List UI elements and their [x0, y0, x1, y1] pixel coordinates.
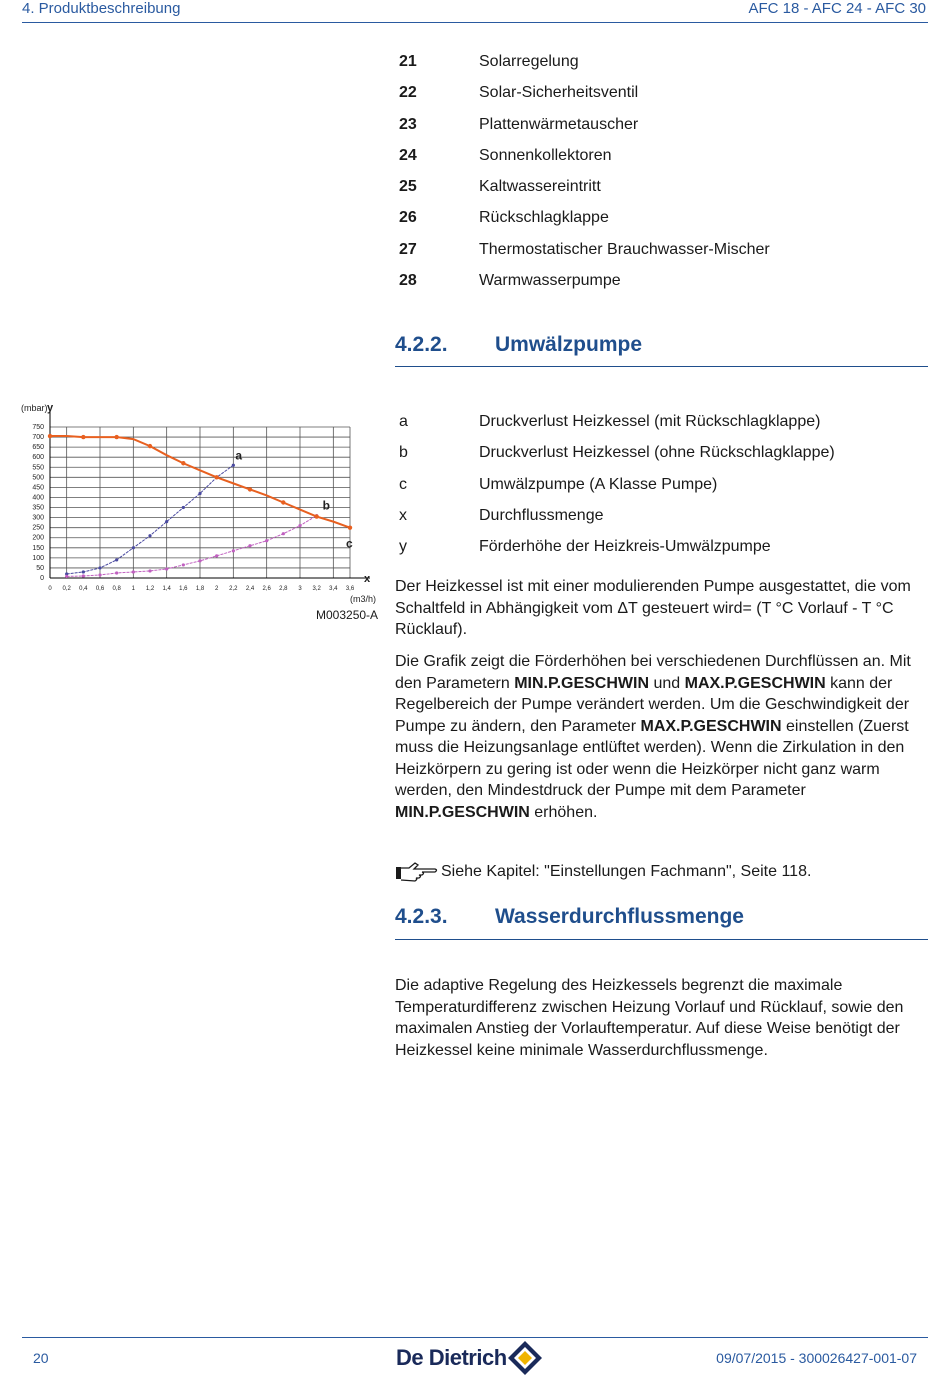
data-point-a: [98, 566, 101, 569]
y-tick-label: 500: [32, 474, 44, 482]
data-point-c: [248, 487, 252, 491]
parts-list: [399, 50, 770, 300]
para-text: einstellen (Zuerst muss die Heizungsanlage entlüftet werden). Wenn die Zirkulation in den Heizkörpern zu gering ist oder wenn die Heizkörper nicht ganz warm werden, den Mindestdruck der Pumpe mit dem Parameter: [395, 717, 909, 799]
data-point-a: [198, 492, 201, 495]
data-point-b: [148, 569, 151, 572]
item-label: Thermostatischer Brauchwasser-Mischer: [479, 240, 770, 258]
data-point-b: [65, 575, 68, 578]
data-point-b: [198, 559, 201, 562]
y-tick-label: 600: [32, 454, 44, 462]
legend-label: Druckverlust Heizkessel (mit Rückschlagklappe): [479, 413, 821, 430]
legend-key: c: [399, 475, 407, 493]
y-tick-label: 450: [32, 484, 44, 492]
legend-item: [399, 410, 835, 441]
data-point-a: [132, 546, 135, 549]
item-label: Rückschlagklappe: [479, 209, 609, 227]
para-text: erhöhen.: [529, 803, 598, 821]
data-point-c: [81, 435, 85, 439]
list-item: [399, 81, 770, 112]
data-point-a: [115, 558, 118, 561]
data-point-c: [148, 444, 152, 448]
item-number: 21: [399, 53, 417, 70]
x-tick-label: 3,6: [345, 586, 355, 592]
param-name: MIN.P.GESCHWIN: [395, 803, 530, 821]
data-point-c: [314, 514, 318, 518]
legend-key: y: [399, 538, 407, 556]
param-name: MAX.P.GESCHWIN: [684, 674, 826, 692]
chart-code: M003250-A: [316, 608, 379, 622]
header-chapter: 4. Produktbeschreibung: [22, 0, 181, 17]
header-model: AFC 18 - AFC 24 - AFC 30: [748, 0, 926, 17]
header-rule: [22, 22, 928, 23]
section-rule: [395, 366, 928, 367]
data-point-b: [282, 532, 285, 535]
data-point-a: [165, 520, 168, 523]
legend-key: x: [399, 506, 407, 524]
item-number: 24: [399, 146, 417, 164]
item-label: Plattenwärmetauscher: [479, 115, 639, 133]
list-item: [399, 175, 770, 206]
para-text: und: [649, 674, 685, 692]
data-point-b: [232, 549, 235, 552]
item-number: 23: [399, 115, 417, 133]
list-item: [399, 269, 770, 300]
data-point-b: [98, 573, 101, 576]
data-point-b: [298, 524, 301, 527]
x-tick-label: 1,8: [195, 586, 205, 592]
x-tick-label: 0,8: [112, 586, 121, 592]
x-unit-label: (m3/h): [350, 594, 377, 604]
item-label: Solarregelung: [479, 53, 579, 70]
x-tick-label: 0: [48, 586, 52, 592]
x-tick-label: 2,6: [262, 586, 271, 592]
list-item: [399, 238, 770, 269]
item-label: Warmwasserpumpe: [479, 272, 621, 290]
section-title: Umwälzpumpe: [495, 333, 643, 356]
y-tick-label: 400: [32, 494, 44, 502]
series-line-b: [67, 516, 317, 577]
item-number: 28: [399, 272, 417, 290]
legend-item: [399, 473, 835, 504]
x-tick-label: 3: [298, 586, 302, 592]
item-number: 26: [399, 209, 417, 227]
item-number: 22: [399, 84, 417, 102]
x-tick-label: 0,6: [95, 586, 105, 592]
paragraph-pump-description: Der Heizkessel ist mit einer modulierenden Pumpe ausgestattet, die vom Schaltfeld in Abhängigkeit vom ΔT gesteuert wird= (T °C Vorlauf - T °C Rücklauf).: [395, 578, 911, 638]
data-point-a: [82, 570, 85, 573]
legend-key: a: [399, 413, 408, 430]
data-point-c: [281, 500, 285, 504]
data-point-b: [115, 571, 118, 574]
x-tick-label: 1,2: [145, 586, 155, 592]
data-point-b: [248, 544, 251, 547]
legend-label: Förderhöhe der Heizkreis-Umwälzpumpe: [479, 538, 771, 556]
y-tick-label: 750: [32, 424, 44, 431]
brand-logo: [396, 1340, 543, 1376]
y-tick-label: 100: [32, 554, 44, 562]
x-tick-label: 1: [131, 586, 136, 592]
page-number: 20: [33, 1350, 49, 1366]
x-tick-label: 0,4: [79, 586, 88, 592]
legend-label: Durchflussmenge: [479, 506, 604, 524]
list-item: [399, 144, 770, 175]
legend-item: [399, 535, 835, 566]
data-point-b: [132, 570, 135, 573]
x-tick-label: 2,4: [245, 586, 255, 592]
x-tick-label: 2,2: [229, 586, 238, 592]
brand-diamond-icon: [507, 1340, 543, 1376]
note-text: Siehe Kapitel: "Einstellungen Fachmann", Seite 118.: [441, 863, 812, 880]
y-tick-label: 300: [32, 514, 44, 522]
pump-curve-chart: [20, 400, 380, 610]
x-tick-label: 2: [214, 586, 219, 592]
pointing-hand-icon: [395, 861, 439, 883]
y-tick-label: 150: [32, 544, 44, 552]
x-axis-letter: x: [364, 573, 371, 585]
data-point-c: [348, 525, 352, 529]
legend-item: [399, 504, 835, 535]
section-number: 4.2.2.: [395, 333, 448, 356]
data-point-c: [114, 435, 118, 439]
curve-label-a: a: [235, 448, 243, 463]
curve-label-c: c: [346, 536, 353, 551]
y-tick-label: 200: [32, 534, 44, 542]
paragraph-flow-rate: Die adaptive Regelung des Heizkessels begrenzt die maximale Temperaturdifferenz zwischen Heizung Vorlauf und Rücklauf, sowie den maximalen Anstieg der Vorlauftemperatur. Auf diese Weise benötigt der Heizkessel keine minimale Wasserdurchflussmenge.: [395, 977, 904, 1059]
data-point-a: [232, 464, 235, 467]
brand-name: De Dietrich: [396, 1345, 507, 1370]
x-tick-label: 1,4: [162, 586, 171, 592]
section-heading-wasserdurchfluss: [395, 905, 744, 929]
y-tick-label: 700: [32, 434, 44, 442]
y-axis-letter: y: [47, 402, 54, 414]
data-point-b: [82, 574, 85, 577]
data-point-a: [182, 506, 185, 509]
list-item: [399, 113, 770, 144]
reference-note: [395, 860, 811, 884]
data-point-b: [182, 563, 185, 566]
y-tick-label: 50: [36, 564, 44, 572]
y-tick-label: 350: [32, 504, 44, 512]
y-tick-label: 250: [32, 524, 44, 532]
list-item: [399, 206, 770, 237]
section-rule: [395, 939, 928, 940]
data-point-c: [48, 434, 52, 438]
data-point-c: [214, 475, 218, 479]
data-point-b: [215, 554, 218, 557]
section-number: 4.2.3.: [395, 905, 448, 928]
item-label: Solar-Sicherheitsventil: [479, 84, 639, 102]
paragraph-pump-settings: [395, 651, 931, 823]
x-tick-label: 3,2: [312, 586, 321, 592]
footer-rule: [22, 1337, 928, 1338]
data-point-c: [181, 461, 185, 465]
legend-label: Umwälzpumpe (A Klasse Pumpe): [479, 475, 718, 493]
y-tick-label: 550: [32, 464, 44, 472]
curve-label-b: b: [322, 498, 331, 513]
x-tick-label: 2,8: [279, 586, 288, 592]
y-tick-label: 0: [40, 575, 44, 582]
y-unit-label: (mbar): [21, 403, 48, 413]
x-tick-label: 3,4: [329, 586, 338, 592]
data-point-a: [148, 534, 151, 537]
legend-item: [399, 441, 835, 472]
document-number: 09/07/2015 - 300026427-001-07: [716, 1350, 917, 1366]
item-number: 27: [399, 240, 417, 258]
item-label: Kaltwassereintritt: [479, 178, 601, 196]
data-point-b: [265, 539, 268, 542]
para-text: kann der Regelbereich der Pumpe verändert werden. Um die Geschwindigkeit der Pumpe zu ändern, den Parameter: [395, 674, 910, 735]
item-label: Sonnenkollektoren: [479, 146, 612, 164]
data-point-b: [165, 567, 168, 570]
x-tick-label: 1,6: [179, 586, 188, 592]
chart-legend: [399, 410, 835, 566]
y-tick-label: 650: [32, 444, 44, 452]
section-heading-umwaelzpumpe: [395, 333, 642, 357]
legend-key: b: [399, 444, 408, 462]
list-item: [399, 50, 770, 81]
legend-label: Druckverlust Heizkessel (ohne Rückschlagklappe): [479, 444, 835, 462]
x-tick-label: 0,2: [62, 586, 71, 592]
param-name: MAX.P.GESCHWIN: [640, 717, 782, 735]
section-title: Wasserdurchflussmenge: [495, 905, 744, 928]
para-text: Die Grafik zeigt die Förderhöhen bei verschiedenen Durchflüssen an. Mit den Parametern: [395, 653, 911, 692]
param-name: MIN.P.GESCHWIN: [514, 674, 650, 692]
item-number: 25: [399, 178, 417, 196]
